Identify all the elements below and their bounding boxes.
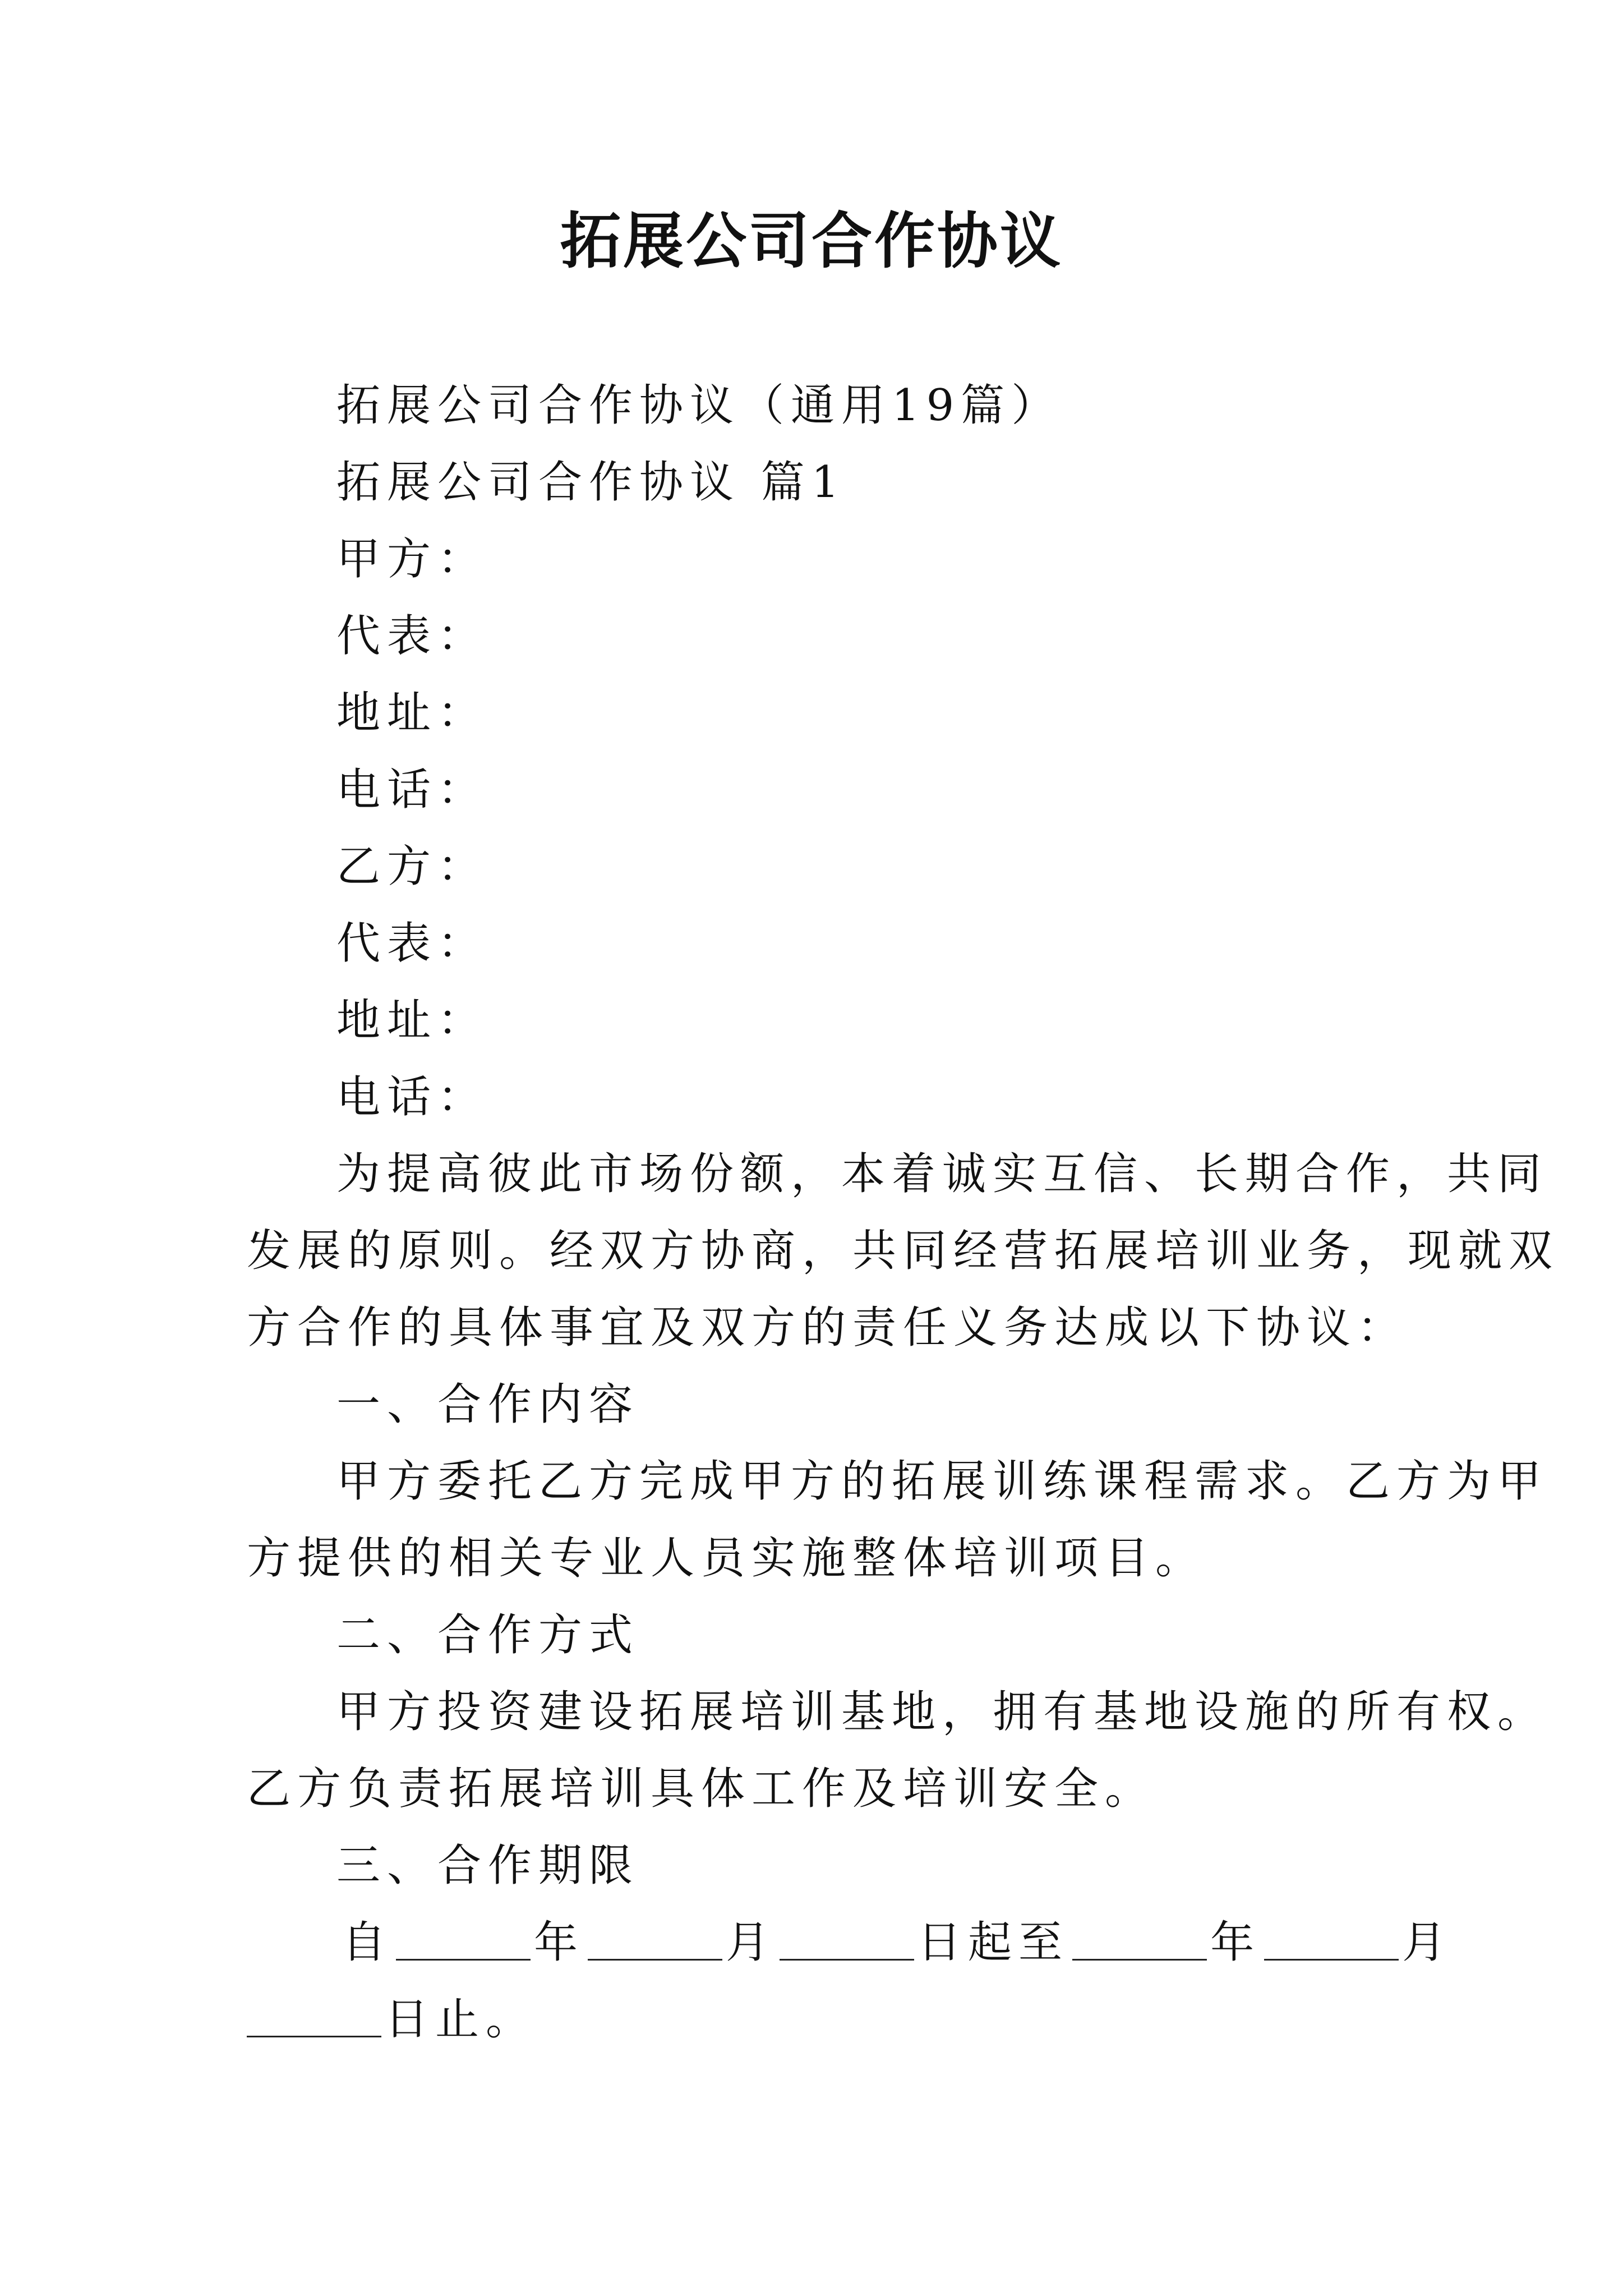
section2-line: 甲方投资建设拓展培训基地，拥有基地设施的所有权。 (336, 1687, 1548, 1737)
intro-line: 为提高彼此市场份额，本着诚实互信、长期合作，共同 (336, 1149, 1548, 1199)
year-start-blank (396, 1920, 531, 1961)
party-b-address: 地址： (336, 995, 488, 1046)
party-a-representative: 代表： (336, 611, 488, 661)
month-end-blank (1264, 1920, 1399, 1961)
party-a-label: 甲方： (336, 534, 488, 585)
section3-heading: 三、合作期限 (336, 1841, 640, 1891)
section2-line: 乙方负责拓展培训具体工作及培训安全。 (247, 1764, 1156, 1814)
section1-line: 甲方委托乙方完成甲方的拓展训练课程需求。乙方为甲 (336, 1456, 1548, 1507)
section2-heading: 二、合作方式 (336, 1610, 640, 1660)
intro-line: 方合作的具体事宜及双方的责任义务达成以下协议： (247, 1303, 1408, 1353)
term-date-line-end (247, 1981, 1385, 2058)
term-year-end-label: 年 (1210, 1917, 1261, 1968)
party-a-phone: 电话： (336, 765, 488, 815)
term-end-label: 日止。 (385, 1994, 537, 2045)
month-start-blank (588, 1920, 722, 1961)
intro-line: 发展的原则。经双方协商，共同经营拓展培训业务，现就双 (247, 1226, 1560, 1276)
term-month-end-label: 月 (1402, 1917, 1453, 1968)
day-start-blank (780, 1920, 914, 1961)
term-year-label: 年 (534, 1917, 585, 1968)
year-end-blank (1072, 1920, 1207, 1961)
section-title: 拓展公司合作协议 篇1 (336, 457, 846, 508)
term-from-label: 自 (342, 1917, 393, 1968)
document-body (247, 367, 1560, 2058)
section1-heading: 一、合作内容 (336, 1379, 640, 1430)
section1-line: 方提供的相关专业人员实施整体培训项目。 (247, 1533, 1206, 1584)
party-b-representative: 代表： (336, 918, 488, 969)
day-end-blank (247, 1996, 381, 2037)
term-date-line (247, 1904, 1453, 1981)
term-month-label: 月 (726, 1917, 777, 1968)
document-title: 拓展公司合作协议 (560, 206, 1063, 277)
party-a-address: 地址： (336, 688, 488, 738)
party-b-label: 乙方： (336, 841, 488, 892)
party-b-phone: 电话： (336, 1072, 488, 1122)
document-subtitle: 拓展公司合作协议（通用19篇） (336, 380, 1062, 431)
term-from-to-label: 日起至 (917, 1917, 1069, 1968)
